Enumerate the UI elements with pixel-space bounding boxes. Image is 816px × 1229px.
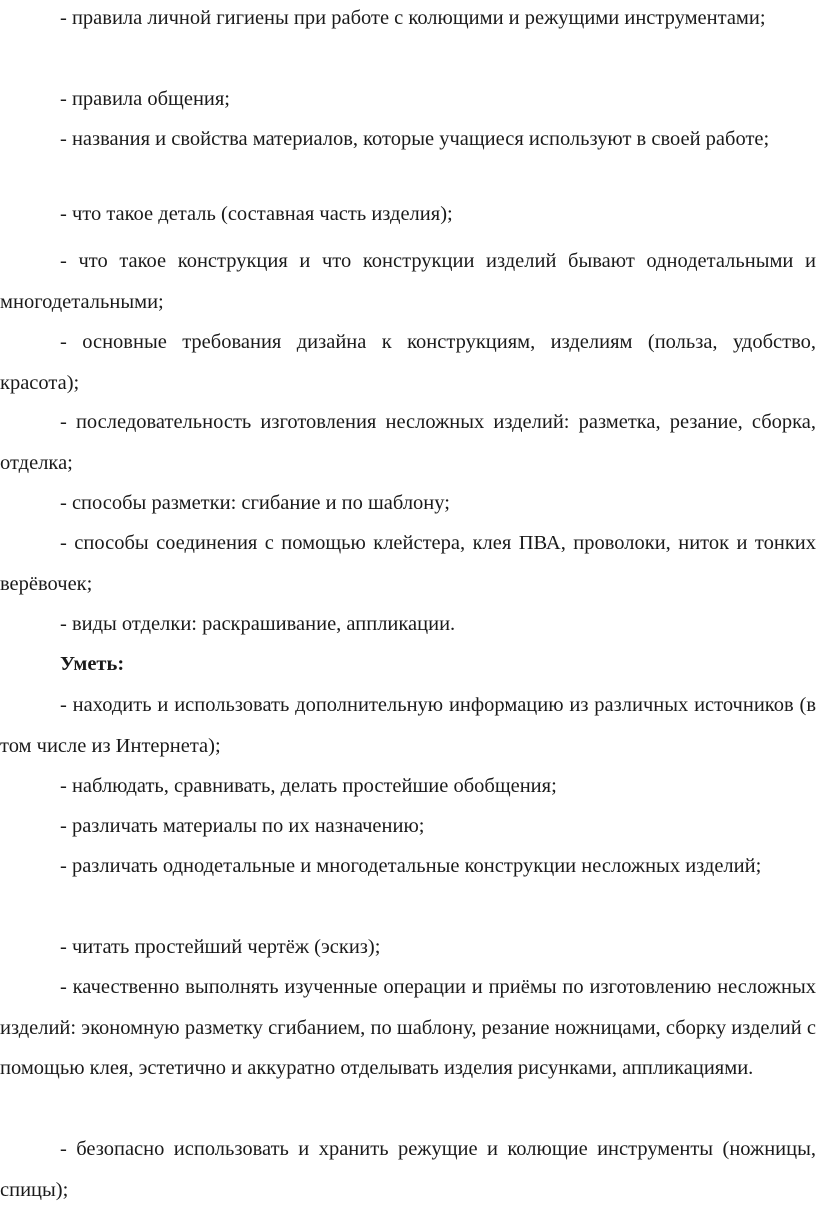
list-item: - последовательность изготовления несложных изделий: разметка, резание, сборка, отделка; xyxy=(0,411,816,474)
list-item: - различать однодетальные и многодетальные конструкции несложных изделий; xyxy=(60,855,762,877)
list-item: - правила личной гигиены при работе с колющими и режущими инструментами; xyxy=(60,7,766,29)
list-item: - безопасно использовать и хранить режущие и колющие инструменты (ножницы, спицы); xyxy=(0,1138,816,1201)
list-item: - названия и свойства материалов, которые учащиеся используют в своей работе; xyxy=(60,128,770,150)
list-item: - виды отделки: раскрашивание, аппликации. xyxy=(60,613,456,635)
list-item: - правила общения; xyxy=(60,88,231,110)
list-item: - что такое деталь (составная часть изделия); xyxy=(60,203,453,225)
list-item: - читать простейший чертёж (эскиз); xyxy=(60,936,381,958)
list-item: - что такое конструкция и что конструкции изделий бывают однодетальными и многодетальными; xyxy=(0,250,816,313)
section-heading: Уметь: xyxy=(60,653,125,675)
list-item: - находить и использовать дополнительную информацию из различных источников (в том числе из Интернета); xyxy=(0,694,816,757)
list-item: - способы разметки: сгибание и по шаблону; xyxy=(60,492,450,514)
list-item: - различать материалы по их назначению; xyxy=(60,815,425,837)
list-item: - основные требования дизайна к конструкциям, изделиям (польза, удобство, красота); xyxy=(0,331,816,394)
list-item: - наблюдать, сравнивать, делать простейшие обобщения; xyxy=(60,775,557,797)
list-item: - качественно выполнять изученные операции и приёмы по изготовлению несложных изделий: экономную разметку сгибанием, по шаблону, резание ножницами, сборку изделий с помощью клея, эстетично и аккуратно отделывать изделия рисунками, аппликациями. xyxy=(0,976,816,1079)
list-item: - способы соединения с помощью клейстера, клея ПВА, проволоки, ниток и тонких верёвочек; xyxy=(0,532,816,595)
